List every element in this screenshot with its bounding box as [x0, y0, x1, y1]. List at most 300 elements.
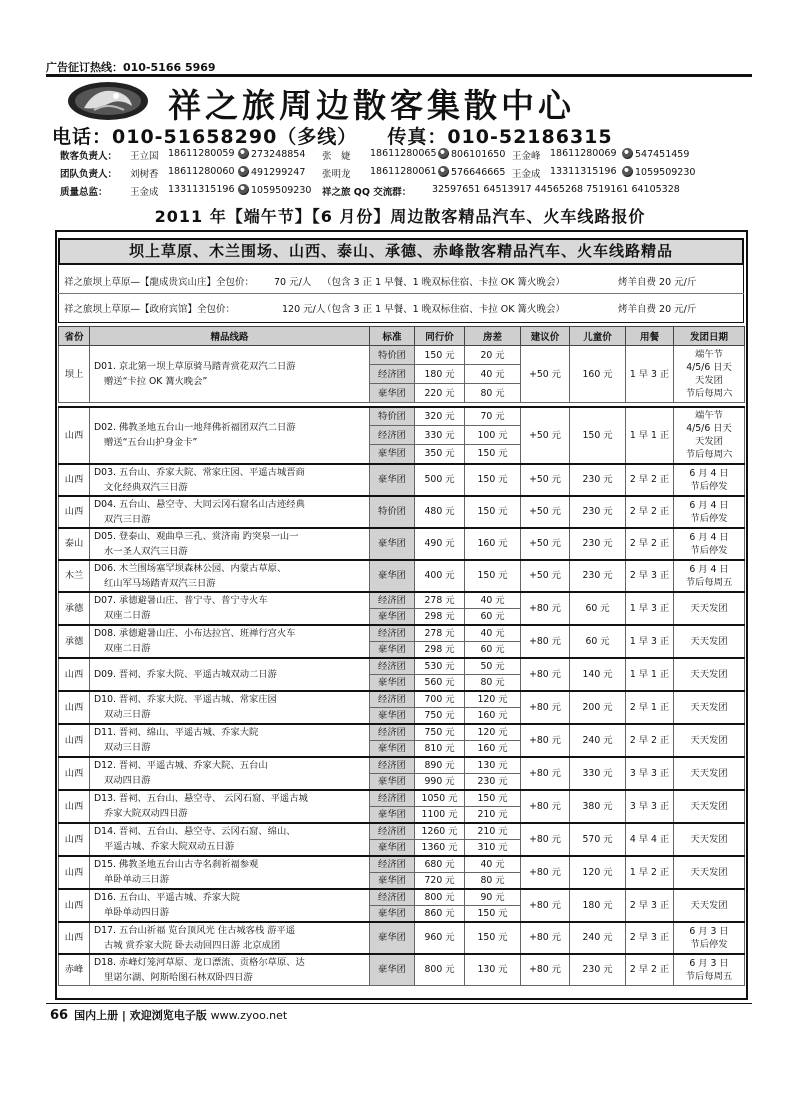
- child-price-cell: 230 元: [570, 496, 626, 528]
- route-title: D16. 五台山、平遥古城、乔家大院: [94, 892, 240, 903]
- route-title: D17. 五台山祈福 览台顶风光 住古城客栈 游平遥: [94, 924, 296, 936]
- footer-section: 国内上册 | 欢迎浏览电子版: [74, 1009, 207, 1022]
- suggested-price-cell: +80 元: [521, 922, 570, 954]
- room-diff-cell: 150 元: [465, 464, 521, 496]
- province-cell: 山西: [59, 407, 90, 464]
- qq-icon: [238, 166, 249, 177]
- section-banner: 坝上草原、木兰围场、山西、泰山、承德、赤峰散客精品汽车、火车线路精品: [58, 238, 744, 265]
- standard-cell: 经济团: [370, 790, 415, 807]
- route-subtitle: 单卧单动四日游: [104, 907, 170, 918]
- province-cell: 承德: [59, 625, 90, 658]
- standard-cell: 经济团: [370, 592, 415, 609]
- table-row: [59, 560, 745, 592]
- trade-price-cell: 720 元: [415, 872, 465, 889]
- suggested-price-cell: +80 元: [521, 790, 570, 823]
- child-price-cell: 330 元: [570, 757, 626, 790]
- trade-price-cell: 298 元: [415, 641, 465, 658]
- contact-name: 张明龙: [322, 169, 351, 180]
- suggested-price-cell: +80 元: [521, 724, 570, 757]
- departure-date-cell: 端午节 4/5/6 日天 天发团 节后每周六: [674, 346, 745, 403]
- table-row: [59, 823, 745, 840]
- room-diff-cell: 150 元: [465, 496, 521, 528]
- contact-row: [60, 166, 760, 184]
- qq-icon: [238, 184, 249, 195]
- standard-cell: 豪华团: [370, 641, 415, 658]
- standard-cell: 豪华团: [370, 560, 415, 592]
- route-cell: [90, 823, 370, 856]
- trade-price-cell: 1360 元: [415, 839, 465, 856]
- route-title: D06. 木兰围场塞罕坝森林公园、内蒙古草原、: [94, 562, 287, 574]
- package-detail: （包含 3 正 1 早餐、1 晚双标住宿、卡拉 OK 篝火晚会）: [322, 277, 565, 288]
- subtitle: 2011 年【端午节】【6 月份】周边散客精品汽车、火车线路报价: [154, 207, 646, 226]
- table-row: [59, 346, 745, 365]
- route-cell: [90, 560, 370, 592]
- meal-cell: 2 早 3 正: [626, 889, 674, 922]
- meal-cell: 1 早 2 正: [626, 856, 674, 889]
- route-title: D15. 佛教圣地五台山古寺名刹祈福参观: [94, 859, 259, 870]
- company-logo: [66, 80, 150, 122]
- contact-phone-line: [52, 122, 613, 149]
- meal-cell: 3 早 3 正: [626, 757, 674, 790]
- header-rule: [46, 74, 752, 77]
- province-cell: 山西: [59, 464, 90, 496]
- qq-icon: [622, 148, 633, 159]
- departure-date-cell: 6 月 4 日 节后停发: [674, 464, 745, 496]
- standard-cell: 经济团: [370, 625, 415, 642]
- trade-price-cell: 330 元: [415, 426, 465, 445]
- meal-cell: 3 早 3 正: [626, 790, 674, 823]
- room-diff-cell: 150 元: [465, 445, 521, 464]
- standard-cell: 特价团: [370, 496, 415, 528]
- province-cell: 木兰: [59, 560, 90, 592]
- meal-cell: 2 早 2 正: [626, 954, 674, 986]
- room-diff-cell: 230 元: [465, 773, 521, 790]
- room-diff-cell: 150 元: [465, 560, 521, 592]
- table-row: [59, 757, 745, 774]
- column-header: 发团日期: [674, 327, 745, 346]
- package-detail: （包含 3 正 1 早餐、1 晚双标住宿、卡拉 OK 篝火晚会）: [322, 304, 565, 315]
- child-price-cell: 60 元: [570, 625, 626, 658]
- trade-price-cell: 860 元: [415, 905, 465, 922]
- route-subtitle: 红山军马场踏青双汽三日游: [104, 577, 216, 589]
- contact-row: [60, 184, 760, 202]
- table-row: [59, 464, 745, 496]
- route-subtitle: 双动四日游: [104, 775, 151, 786]
- departure-date-cell: 天天发团: [674, 856, 745, 889]
- contact-role: 团队负责人：: [60, 169, 118, 180]
- route-title: D08. 承德避暑山庄、小布达拉宫、班禅行宫火车: [94, 628, 296, 639]
- meal-cell: 1 早 1 正: [626, 407, 674, 464]
- contact-name: 王金成: [130, 187, 159, 198]
- child-price-cell: 230 元: [570, 954, 626, 986]
- room-diff-cell: 130 元: [465, 954, 521, 986]
- room-diff-cell: 60 元: [465, 641, 521, 658]
- table-row: [59, 691, 745, 708]
- table-header-row: [59, 327, 745, 346]
- room-diff-cell: 210 元: [465, 806, 521, 823]
- departure-date-cell: 天天发团: [674, 658, 745, 691]
- table-row: [59, 724, 745, 741]
- contact-role: 质量总监：: [60, 187, 108, 198]
- qq-icon: [238, 148, 249, 159]
- child-price-cell: 140 元: [570, 658, 626, 691]
- room-diff-cell: 160 元: [465, 528, 521, 560]
- room-diff-cell: 80 元: [465, 872, 521, 889]
- suggested-price-cell: +50 元: [521, 560, 570, 592]
- departure-date-cell: 6 月 4 日 节后停发: [674, 528, 745, 560]
- table-row: [59, 496, 745, 528]
- route-title: D12. 晋祠、平遥古城、乔家大院、五台山: [94, 760, 268, 771]
- contact-qq: 1059509230: [238, 184, 311, 196]
- route-subtitle: 平遥古城、乔家大院双动五日游: [104, 841, 235, 852]
- standard-cell: 经济团: [370, 889, 415, 906]
- meal-cell: 2 早 3 正: [626, 922, 674, 954]
- route-title: D03. 五台山、乔家大院、常家庄园、平遥古城晋商: [94, 466, 305, 478]
- trade-price-cell: 320 元: [415, 407, 465, 426]
- departure-date-cell: 天天发团: [674, 724, 745, 757]
- column-header: 房差: [465, 327, 521, 346]
- child-price-cell: 150 元: [570, 407, 626, 464]
- room-diff-cell: 150 元: [465, 905, 521, 922]
- qq-icon: [438, 148, 449, 159]
- standard-cell: 经济团: [370, 724, 415, 741]
- province-cell: 山西: [59, 889, 90, 922]
- room-diff-cell: 60 元: [465, 608, 521, 625]
- trade-price-cell: 530 元: [415, 658, 465, 675]
- suggested-price-cell: +80 元: [521, 625, 570, 658]
- suggested-price-cell: +80 元: [521, 592, 570, 625]
- room-diff-cell: 20 元: [465, 346, 521, 365]
- child-price-cell: 160 元: [570, 346, 626, 403]
- standard-cell: 经济团: [370, 365, 415, 384]
- standard-cell: 豪华团: [370, 740, 415, 757]
- departure-date-cell: 天天发团: [674, 889, 745, 922]
- trade-price-cell: 1050 元: [415, 790, 465, 807]
- child-price-cell: 120 元: [570, 856, 626, 889]
- table-row: [59, 658, 745, 675]
- route-title: D07. 承德避暑山庄、普宁寺、普宁寺火车: [94, 595, 268, 606]
- package-price: 70 元/人: [274, 277, 312, 288]
- footer-rule: [46, 1003, 752, 1004]
- contact-qq: 1059509230: [622, 166, 695, 178]
- table-row: [59, 592, 745, 609]
- room-diff-cell: 80 元: [465, 384, 521, 403]
- province-cell: 山西: [59, 757, 90, 790]
- standard-cell: 经济团: [370, 658, 415, 675]
- contact-row: [60, 148, 760, 166]
- trade-price-cell: 150 元: [415, 346, 465, 365]
- column-header: 标准: [370, 327, 415, 346]
- meal-cell: 1 早 3 正: [626, 625, 674, 658]
- contact-qq: 547451459: [622, 148, 689, 160]
- standard-cell: 特价团: [370, 346, 415, 365]
- contact-role: 散客负责人：: [60, 151, 118, 162]
- trade-price-cell: 960 元: [415, 922, 465, 954]
- trade-price-cell: 560 元: [415, 674, 465, 691]
- standard-cell: 豪华团: [370, 674, 415, 691]
- province-cell: 山西: [59, 496, 90, 528]
- province-cell: 山西: [59, 691, 90, 724]
- suggested-price-cell: +80 元: [521, 658, 570, 691]
- contact-tel: 13311315196: [550, 166, 617, 177]
- ad-hotline: 广告征订热线：010-5166 5969: [46, 61, 216, 74]
- package-extra: 烤羊自费 20 元/斤: [618, 304, 697, 315]
- meal-cell: 4 早 4 正: [626, 823, 674, 856]
- qq-icon: [438, 166, 449, 177]
- room-diff-cell: 130 元: [465, 757, 521, 774]
- province-cell: 山西: [59, 856, 90, 889]
- table-row: [59, 790, 745, 807]
- table-row: [59, 625, 745, 642]
- contact-name: 张 婕: [322, 151, 351, 162]
- room-diff-cell: 120 元: [465, 691, 521, 708]
- contact-qq: 576646665: [438, 166, 505, 178]
- trade-price-cell: 490 元: [415, 528, 465, 560]
- package-name: 祥之旅坝上草原—【政府宾馆】全包价：: [64, 304, 236, 315]
- child-price-cell: 240 元: [570, 922, 626, 954]
- room-diff-cell: 100 元: [465, 426, 521, 445]
- column-header: 精品线路: [90, 327, 370, 346]
- column-header: 用餐: [626, 327, 674, 346]
- trade-price-cell: 1100 元: [415, 806, 465, 823]
- contact-tel: 18611280069: [550, 148, 617, 159]
- province-cell: 泰山: [59, 528, 90, 560]
- child-price-cell: 180 元: [570, 889, 626, 922]
- package-extra: 烤羊自费 20 元/斤: [618, 277, 697, 288]
- package-divider: [58, 293, 744, 294]
- standard-cell: 豪华团: [370, 773, 415, 790]
- route-subtitle: 双动三日游: [104, 709, 151, 720]
- trade-price-cell: 298 元: [415, 608, 465, 625]
- route-cell: [90, 856, 370, 889]
- standard-cell: 豪华团: [370, 384, 415, 403]
- meal-cell: 2 早 2 正: [626, 528, 674, 560]
- standard-cell: 豪华团: [370, 806, 415, 823]
- route-subtitle: 赠送“卡拉 OK 篝火晚会”: [104, 376, 208, 387]
- room-diff-cell: 310 元: [465, 839, 521, 856]
- province-cell: 山西: [59, 922, 90, 954]
- suggested-price-cell: +80 元: [521, 889, 570, 922]
- phone-number: 电话：010-51658290（多线）: [52, 126, 358, 148]
- suggested-price-cell: +50 元: [521, 528, 570, 560]
- qq-group-numbers: 32597651 64513917 44565268 7519161 64105328: [432, 184, 680, 195]
- meal-cell: 2 早 2 正: [626, 464, 674, 496]
- standard-cell: 经济团: [370, 426, 415, 445]
- contact-name: 王金峰: [512, 151, 541, 162]
- route-cell: [90, 346, 370, 403]
- suggested-price-cell: +80 元: [521, 856, 570, 889]
- route-title: D01. 京北第一坝上草原骑马踏青赏花双汽二日游: [94, 361, 296, 372]
- trade-price-cell: 278 元: [415, 625, 465, 642]
- route-subtitle: 古城 赏乔家大院 卧去动回四日游 北京成团: [104, 939, 281, 951]
- table-row: [59, 922, 745, 954]
- route-cell: [90, 922, 370, 954]
- route-cell: [90, 407, 370, 464]
- table-row: [59, 954, 745, 986]
- suggested-price-cell: +50 元: [521, 496, 570, 528]
- route-cell: [90, 954, 370, 986]
- trade-price-cell: 400 元: [415, 560, 465, 592]
- province-cell: 承德: [59, 592, 90, 625]
- route-title: D11. 晋祠、绵山、平遥古城、乔家大院: [94, 727, 259, 738]
- contact-tel: 18611280061: [370, 166, 437, 177]
- suggested-price-cell: +50 元: [521, 464, 570, 496]
- suggested-price-cell: +80 元: [521, 823, 570, 856]
- child-price-cell: 200 元: [570, 691, 626, 724]
- standard-cell: 豪华团: [370, 464, 415, 496]
- departure-date-cell: 6 月 3 日 节后停发: [674, 922, 745, 954]
- room-diff-cell: 160 元: [465, 707, 521, 724]
- departure-date-cell: 端午节 4/5/6 日天 天发团 节后每周六: [674, 407, 745, 464]
- suggested-price-cell: +50 元: [521, 407, 570, 464]
- page-title: 祥之旅周边散客集散中心: [168, 86, 575, 125]
- standard-cell: 经济团: [370, 757, 415, 774]
- province-cell: 坝上: [59, 346, 90, 403]
- route-cell: [90, 691, 370, 724]
- contact-tel: 13311315196: [168, 184, 235, 195]
- table-row: [59, 856, 745, 873]
- contact-qq: 806101650: [438, 148, 505, 160]
- trade-price-cell: 990 元: [415, 773, 465, 790]
- contact-name: 王立国: [130, 151, 159, 162]
- trade-price-cell: 350 元: [415, 445, 465, 464]
- table-row: [59, 407, 745, 426]
- departure-date-cell: 天天发团: [674, 592, 745, 625]
- standard-cell: 豪华团: [370, 528, 415, 560]
- route-subtitle: 赠送“五台山护身金卡”: [104, 437, 198, 448]
- route-title: D18. 赤峰灯笼河草原、龙口漂流、贡格尔草原、达: [94, 956, 305, 968]
- child-price-cell: 570 元: [570, 823, 626, 856]
- room-diff-cell: 150 元: [465, 790, 521, 807]
- standard-cell: 豪华团: [370, 872, 415, 889]
- route-title: D09. 晋祠、乔家大院、平遥古城双动二日游: [94, 668, 277, 680]
- contact-qq: 491299247: [238, 166, 305, 178]
- departure-date-cell: 天天发团: [674, 757, 745, 790]
- route-title: D10. 晋祠、乔家大院、平遥古城、常家庄园: [94, 694, 277, 705]
- room-diff-cell: 70 元: [465, 407, 521, 426]
- contact-tel: 18611280060: [168, 166, 235, 177]
- trade-price-cell: 480 元: [415, 496, 465, 528]
- route-title: D13. 晋祠、五台山、悬空寺、 云冈石窟、平遥古城: [94, 793, 308, 804]
- route-subtitle: 里诺尔湖、阿斯哈图石林双卧四日游: [104, 971, 253, 983]
- qq-group-label: 祥之旅 QQ 交流群：: [322, 187, 412, 198]
- departure-date-cell: 天天发团: [674, 691, 745, 724]
- departure-date-cell: 6 月 4 日 节后每周五: [674, 560, 745, 592]
- route-title: D14. 晋祠、五台山、悬空寺、云冈石窟、绵山、: [94, 826, 296, 837]
- route-subtitle: 双座二日游: [104, 610, 151, 621]
- table-row: [59, 889, 745, 906]
- trade-price-cell: 500 元: [415, 464, 465, 496]
- contact-list: [60, 148, 760, 202]
- route-cell: [90, 790, 370, 823]
- route-cell: [90, 464, 370, 496]
- route-cell: [90, 724, 370, 757]
- trade-price-cell: 1260 元: [415, 823, 465, 840]
- meal-cell: 1 早 1 正: [626, 658, 674, 691]
- child-price-cell: 230 元: [570, 528, 626, 560]
- departure-date-cell: 天天发团: [674, 823, 745, 856]
- fax-number: 传真：010-52186315: [387, 126, 613, 148]
- meal-cell: 2 早 2 正: [626, 496, 674, 528]
- child-price-cell: 240 元: [570, 724, 626, 757]
- qq-icon: [622, 166, 633, 177]
- route-cell: [90, 528, 370, 560]
- room-diff-cell: 160 元: [465, 740, 521, 757]
- route-subtitle: 双汽三日游: [104, 513, 151, 525]
- room-diff-cell: 40 元: [465, 592, 521, 609]
- route-subtitle: 双动三日游: [104, 742, 151, 753]
- meal-cell: 2 早 2 正: [626, 724, 674, 757]
- route-subtitle: 乔家大院双动四日游: [104, 808, 188, 819]
- room-diff-cell: 40 元: [465, 856, 521, 873]
- contact-name: 刘树香: [130, 169, 159, 180]
- standard-cell: 豪华团: [370, 608, 415, 625]
- route-cell: [90, 889, 370, 922]
- meal-cell: 1 早 3 正: [626, 346, 674, 403]
- trade-price-cell: 700 元: [415, 691, 465, 708]
- standard-cell: 豪华团: [370, 954, 415, 986]
- column-header: 建议价: [521, 327, 570, 346]
- standard-cell: 豪华团: [370, 839, 415, 856]
- room-diff-cell: 40 元: [465, 365, 521, 384]
- standard-cell: 豪华团: [370, 707, 415, 724]
- route-subtitle: 单卧单动三日游: [104, 874, 170, 885]
- suggested-price-cell: +80 元: [521, 691, 570, 724]
- suggested-price-cell: +80 元: [521, 954, 570, 986]
- standard-cell: 经济团: [370, 856, 415, 873]
- departure-date-cell: 天天发团: [674, 625, 745, 658]
- column-header: 儿童价: [570, 327, 626, 346]
- province-cell: 山西: [59, 658, 90, 691]
- child-price-cell: 60 元: [570, 592, 626, 625]
- contact-tel: 18611280065: [370, 148, 437, 159]
- trade-price-cell: 278 元: [415, 592, 465, 609]
- room-diff-cell: 40 元: [465, 625, 521, 642]
- table-row: [59, 528, 745, 560]
- route-price-table: [58, 326, 745, 986]
- room-diff-cell: 90 元: [465, 889, 521, 906]
- package-price: 120 元/人: [282, 304, 326, 315]
- trade-price-cell: 680 元: [415, 856, 465, 873]
- suggested-price-cell: +80 元: [521, 757, 570, 790]
- standard-cell: 特价团: [370, 407, 415, 426]
- contact-tel: 18611280059: [168, 148, 235, 159]
- route-cell: [90, 658, 370, 691]
- standard-cell: 豪华团: [370, 922, 415, 954]
- meal-cell: 1 早 3 正: [626, 592, 674, 625]
- package-name: 祥之旅坝上草原—【龍成贵宾山庄】全包价：: [64, 277, 255, 288]
- departure-date-cell: 6 月 4 日 节后停发: [674, 496, 745, 528]
- child-price-cell: 380 元: [570, 790, 626, 823]
- meal-cell: 2 早 3 正: [626, 560, 674, 592]
- standard-cell: 经济团: [370, 691, 415, 708]
- column-header: 省份: [59, 327, 90, 346]
- room-diff-cell: 120 元: [465, 724, 521, 741]
- column-header: 同行价: [415, 327, 465, 346]
- departure-date-cell: 天天发团: [674, 790, 745, 823]
- trade-price-cell: 220 元: [415, 384, 465, 403]
- trade-price-cell: 800 元: [415, 889, 465, 906]
- page-number: 66: [50, 1008, 69, 1023]
- contact-name: 王金成: [512, 169, 541, 180]
- route-cell: [90, 625, 370, 658]
- footer-website: www.zyoo.net: [210, 1009, 288, 1022]
- trade-price-cell: 800 元: [415, 954, 465, 986]
- trade-price-cell: 750 元: [415, 724, 465, 741]
- child-price-cell: 230 元: [570, 464, 626, 496]
- room-diff-cell: 50 元: [465, 658, 521, 675]
- room-diff-cell: 150 元: [465, 922, 521, 954]
